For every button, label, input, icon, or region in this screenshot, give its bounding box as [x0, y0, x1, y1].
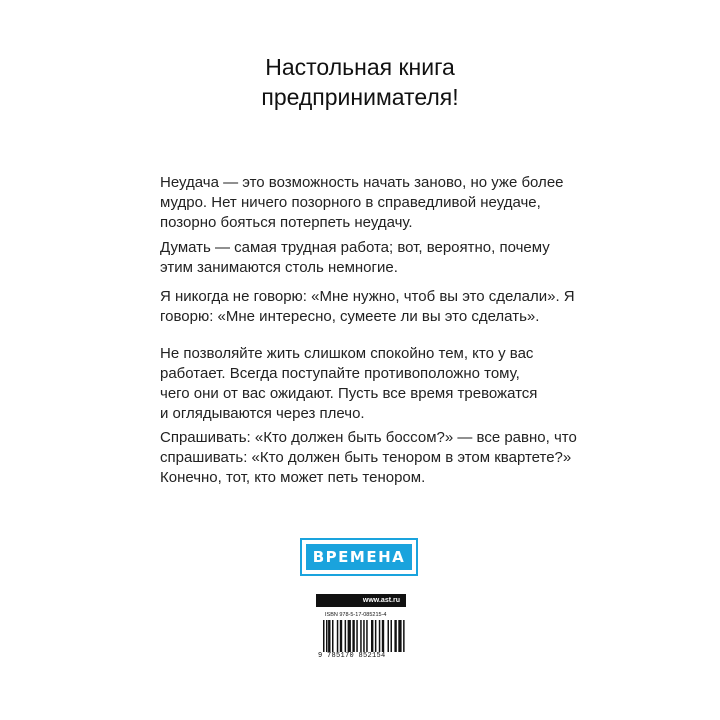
barcode-bar: [398, 620, 401, 652]
quote-2: [160, 238, 580, 278]
isbn-label: ISBN 978-5-17-085215-4: [325, 612, 387, 618]
quote-line: Не позволяйте жить слишком спокойно тем, кто у вас: [160, 345, 534, 362]
barcode-bar: [382, 620, 384, 652]
quote-line: говорю: «Мне интересно, сумеете ли вы это сделать».: [160, 308, 540, 325]
quote-1: [160, 173, 580, 233]
barcode-bar: [388, 620, 390, 652]
barcode-bar: [356, 620, 358, 652]
barcode-bar: [328, 620, 330, 652]
barcode-bar: [366, 620, 368, 652]
quote-line: и оглядываются через плечо.: [160, 405, 365, 422]
barcode-bar: [360, 620, 362, 652]
barcode-bar: [345, 620, 347, 652]
publisher-logo-fill: [306, 544, 412, 570]
barcode: [315, 611, 407, 661]
quote-line: чего они от вас ожидают. Пусть все время тревожатся: [160, 385, 538, 402]
barcode-bar: [326, 620, 328, 652]
barcode-bar: [340, 620, 342, 652]
barcode-digits: 9 785170 852154: [318, 652, 386, 660]
publisher-logo: [300, 538, 418, 576]
book-title-line-1: Настольная книга: [265, 54, 455, 80]
quote-line: этим занимаются столь немногие.: [160, 259, 398, 276]
barcode-bar: [337, 620, 339, 652]
quote-line: мудро. Нет ничего позорного в справедливой неудаче,: [160, 194, 541, 211]
quote-line: Неудача — это возможность начать заново, но уже более: [160, 174, 564, 191]
barcode-bar: [352, 620, 354, 652]
book-title: [0, 52, 720, 112]
quote-line: спрашивать: «Кто должен быть тенором в этом квартете?»: [160, 449, 572, 466]
barcode-bars: [323, 620, 405, 652]
quote-line: Думать — самая трудная работа; вот, вероятно, почему: [160, 239, 550, 256]
barcode-bar: [371, 620, 373, 652]
barcode-bar: [323, 620, 325, 652]
publisher-url: www.ast.ru: [316, 594, 406, 607]
quote-5: [160, 428, 580, 488]
barcode-bar: [394, 620, 396, 652]
publisher-logo-text: ВРЕМЕНА: [312, 548, 406, 566]
barcode-bar: [332, 620, 334, 652]
quote-line: Спрашивать: «Кто должен быть боссом?» — все равно, что: [160, 429, 577, 446]
quote-line: Я никогда не говорю: «Мне нужно, чтоб вы это сделали». Я: [160, 288, 575, 305]
quote-3: [160, 287, 580, 327]
barcode-bar: [391, 620, 393, 652]
quote-line: работает. Всегда поступайте противоположно тому,: [160, 365, 520, 382]
quote-4: [160, 344, 580, 424]
barcode-bar: [363, 620, 365, 652]
quote-line: Конечно, тот, кто может петь тенором.: [160, 469, 426, 486]
barcode-bar: [379, 620, 381, 652]
quote-line: позорно бояться потерпеть неудачу.: [160, 214, 413, 231]
barcode-bar: [403, 620, 405, 652]
book-title-line-2: предпринимателя!: [261, 84, 459, 110]
barcode-bar: [375, 620, 377, 652]
barcode-bar: [348, 620, 351, 652]
